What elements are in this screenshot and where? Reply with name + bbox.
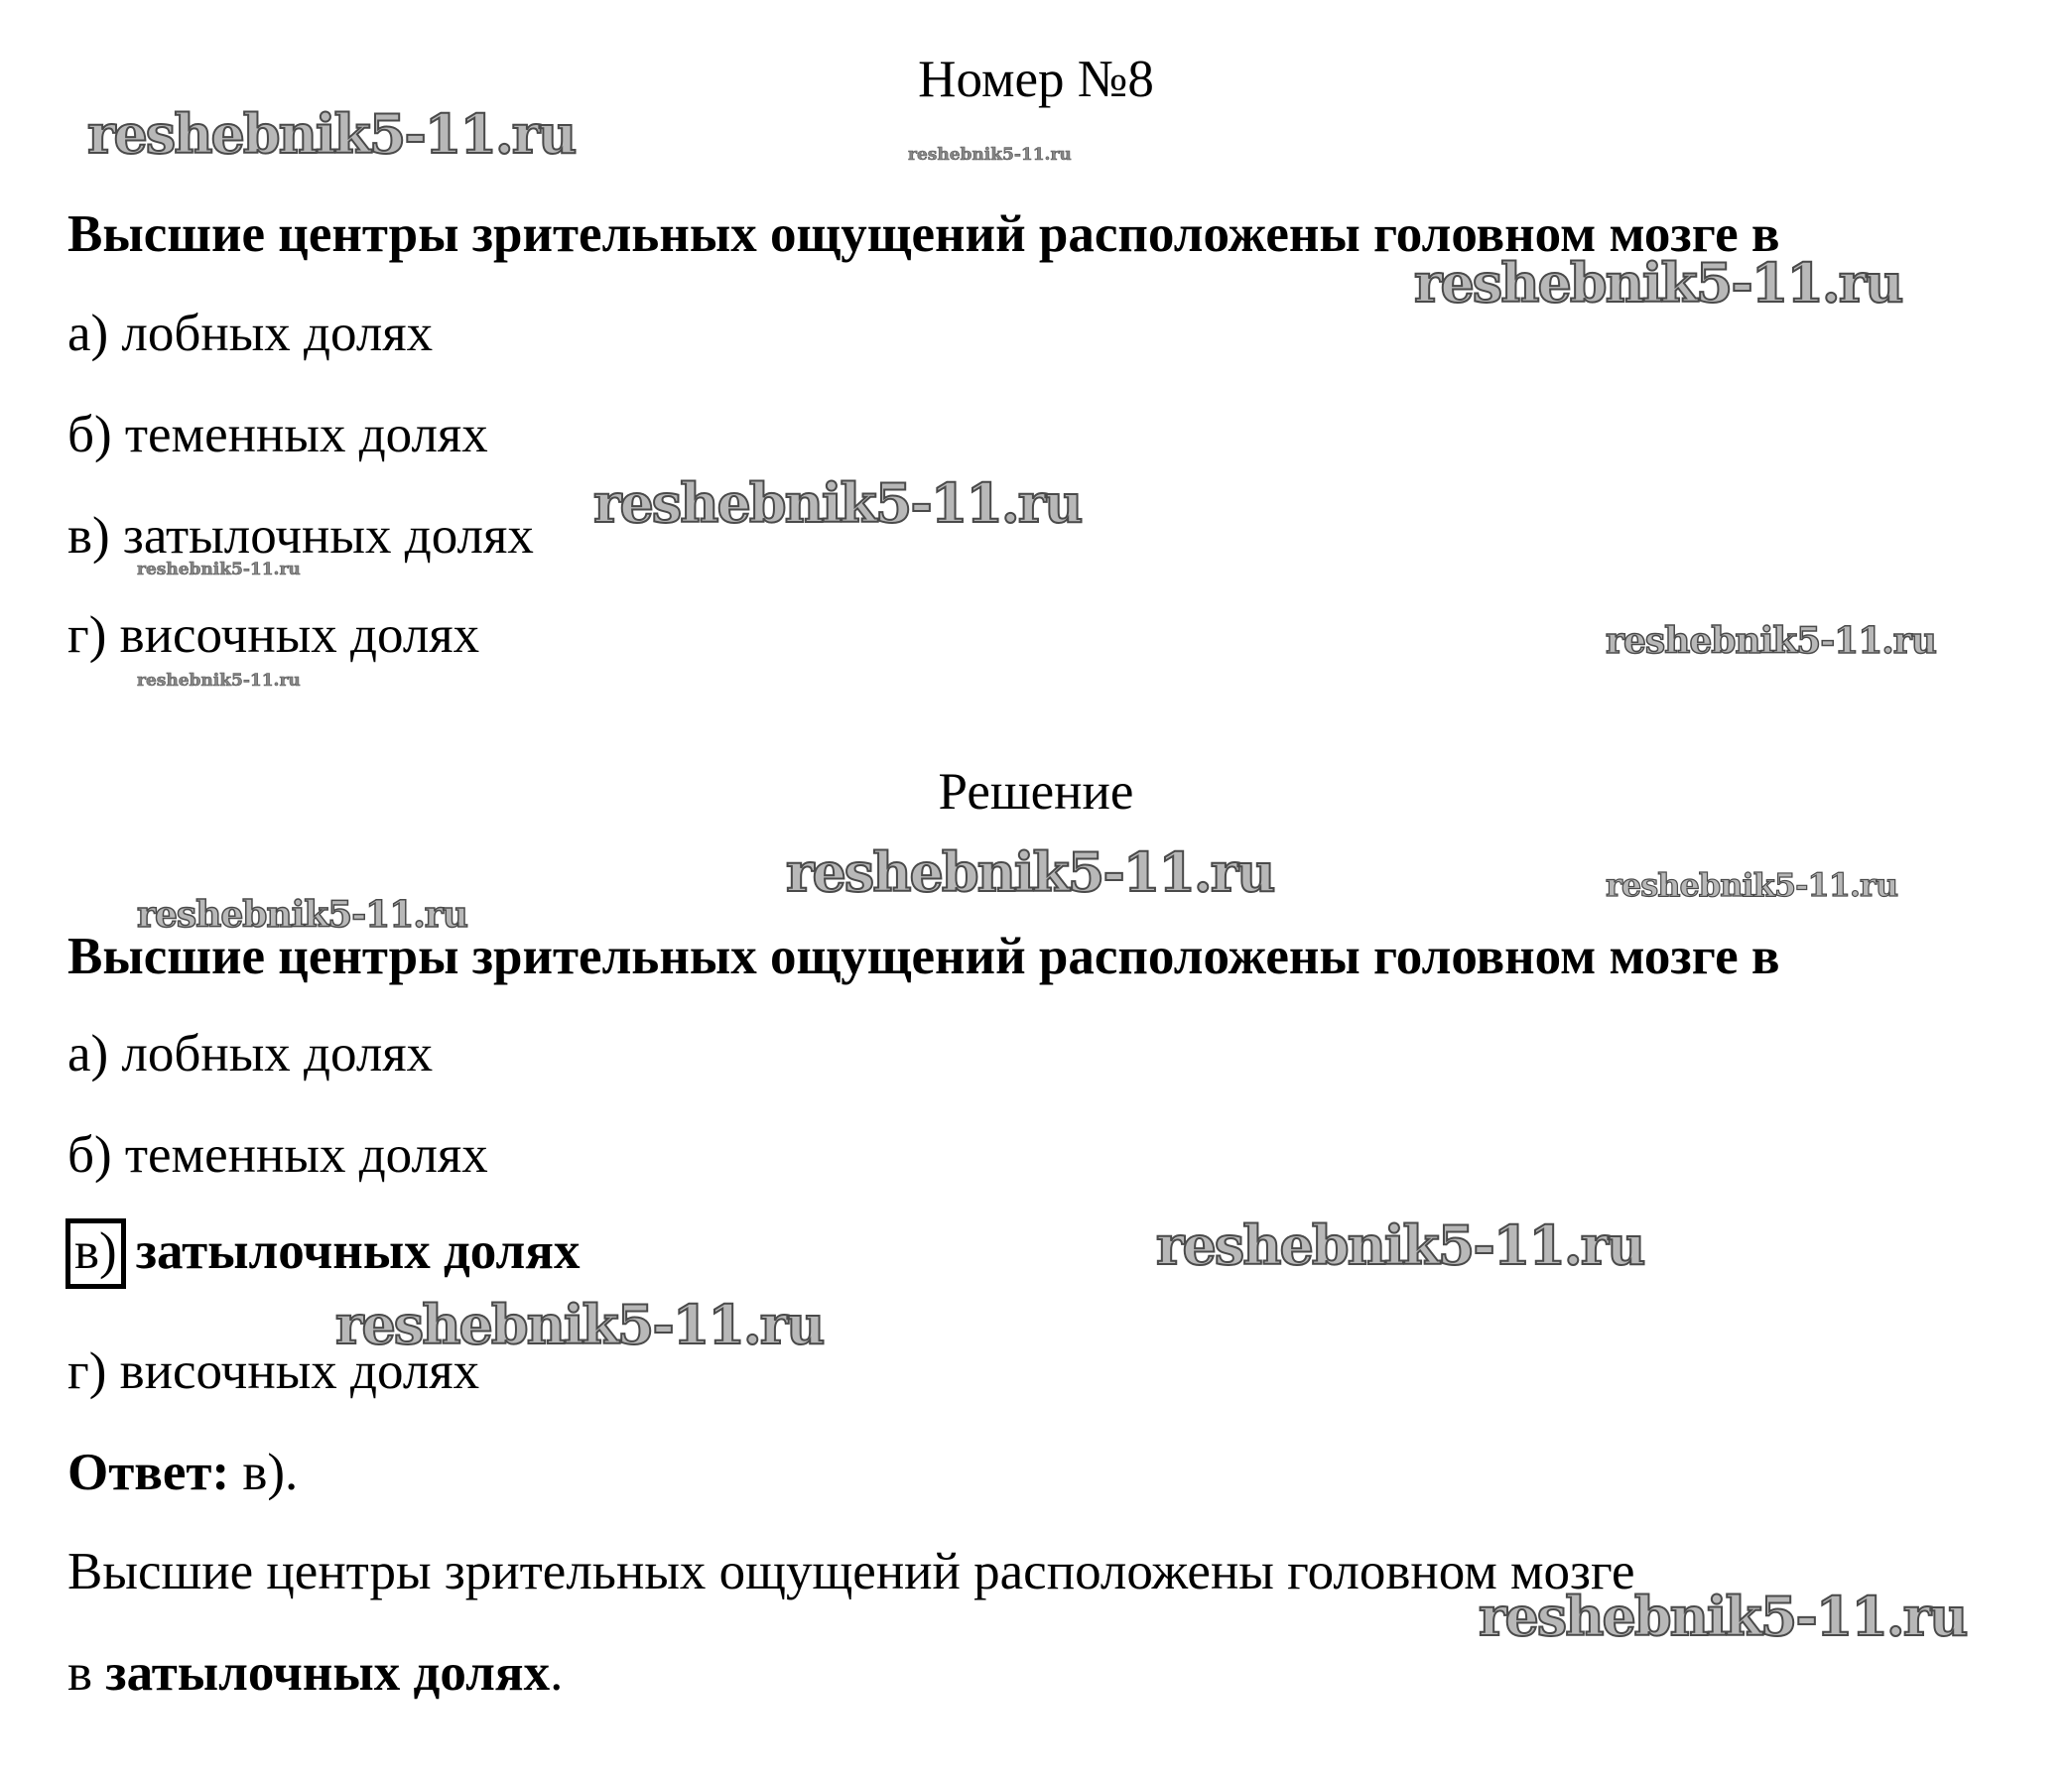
watermark: reshebnik5-11.ru: [1479, 1585, 1967, 1648]
watermark: reshebnik5-11.ru: [137, 894, 467, 936]
question-text: Высшие центры зрительных ощущений расположены головном мозге в: [67, 205, 1780, 263]
solution-option-a: а) лобных долях: [67, 1025, 434, 1083]
watermark: reshebnik5-11.ru: [1156, 1213, 1644, 1277]
watermark: reshebnik5-11.ru: [1606, 866, 1898, 904]
watermark: reshebnik5-11.ru: [1414, 251, 1902, 315]
option-c: в) затылочных долях: [67, 507, 534, 565]
watermark: reshebnik5-11.ru: [137, 560, 301, 579]
option-d: г) височных долях: [67, 606, 480, 664]
watermark: reshebnik5-11.ru: [1606, 620, 1936, 662]
answer-value: в).: [229, 1444, 299, 1501]
solution-question-text: Высшие центры зрительных ощущений расположены головном мозге в: [67, 928, 1780, 985]
solution-heading: Решение: [938, 763, 1134, 821]
watermark: reshebnik5-11.ru: [786, 840, 1274, 904]
watermark: reshebnik5-11.ru: [137, 671, 301, 691]
explanation-line-1: Высшие центры зрительных ощущений расположены головном мозге: [67, 1543, 1635, 1600]
option-a: а) лобных долях: [67, 305, 434, 362]
watermark: reshebnik5-11.ru: [593, 471, 1082, 535]
solution-option-d: г) височных долях: [67, 1342, 480, 1400]
answer-label: Ответ:: [67, 1444, 230, 1501]
solution-option-b: б) теменных долях: [67, 1126, 488, 1184]
solution-option-c: [65, 1218, 580, 1289]
page-title: Номер №8: [918, 51, 1154, 108]
solution-option-c-text: затылочных долях: [135, 1222, 581, 1280]
explanation-suffix: .: [550, 1644, 564, 1702]
watermark: reshebnik5-11.ru: [87, 102, 576, 166]
answer: [67, 1444, 299, 1501]
watermark: reshebnik5-11.ru: [908, 145, 1072, 165]
watermark: reshebnik5-11.ru: [335, 1293, 824, 1356]
explanation-bold: затылочных долях: [105, 1644, 551, 1702]
explanation-line-2: [67, 1644, 564, 1702]
option-b: б) теменных долях: [67, 406, 488, 463]
explanation-prefix: в: [67, 1644, 106, 1702]
selected-answer-box: в): [65, 1218, 126, 1289]
